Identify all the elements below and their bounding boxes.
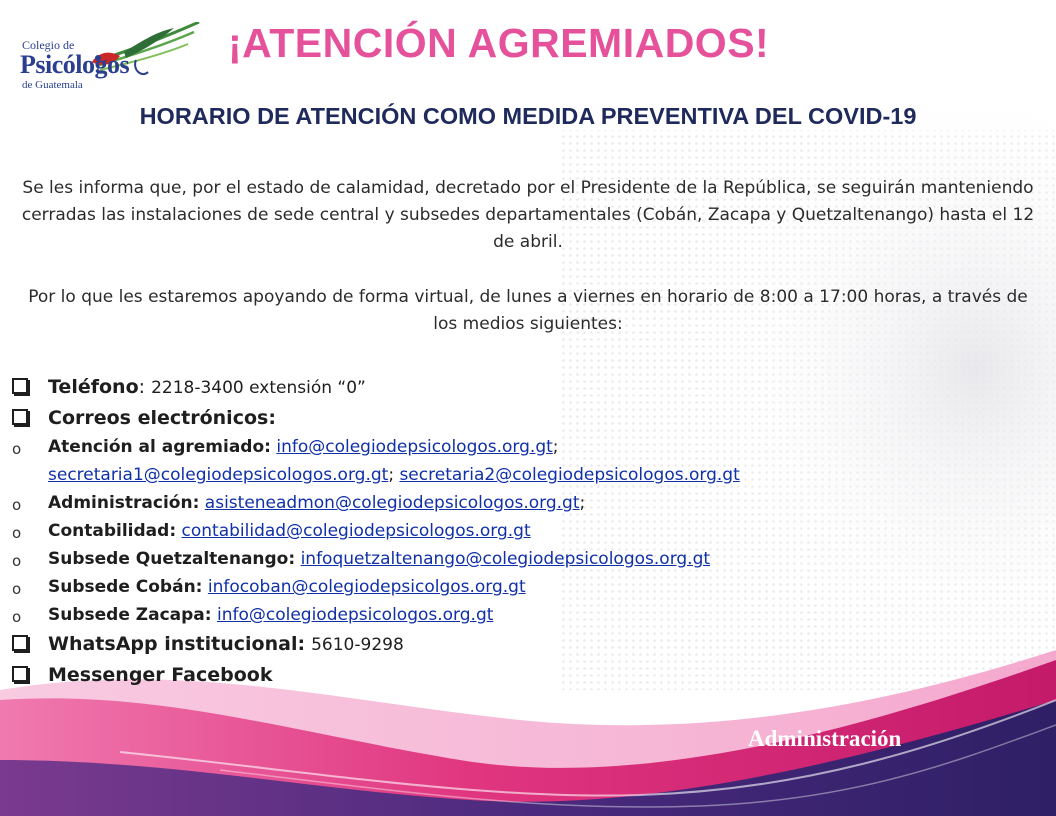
contabilidad-email[interactable]: contabilidad@colegiodepsicologos.org.gt (181, 521, 531, 541)
contact-phone: Teléfono: 2218-3400 extensión “0” (12, 372, 1042, 403)
contact-emails-heading (12, 403, 1042, 433)
circle-bullet-icon: o (12, 440, 22, 458)
contact-administracion: o Administración: asisteneadmon@colegiodepsicologos.org.gt; (12, 489, 1042, 517)
page-subtitle: HORARIO DE ATENCIÓN COMO MEDIDA PREVENTIVA DEL COVID-19 (139, 103, 917, 129)
logo-text-line3: de Guatemala (22, 79, 83, 91)
circle-bullet-icon: o (12, 608, 22, 626)
page-title: ¡ATENCIÓN AGREMIADOS! (228, 20, 770, 66)
zacapa-email[interactable]: info@colegiodepsicologos.org.gt (216, 605, 494, 625)
checkbox-bullet-icon (12, 635, 28, 651)
circle-bullet-icon: o (12, 496, 22, 514)
agremiado-email-2[interactable]: secretaria1@colegiodepsicologos.org.gt (48, 465, 389, 485)
agremiado-email-3[interactable]: secretaria2@colegiodepsicologos.org.gt (399, 465, 740, 485)
coban-label: Subsede Cobán: (48, 577, 203, 597)
contabilidad-label: Contabilidad: (48, 521, 177, 541)
contact-coban (12, 573, 1042, 601)
agremiado-email-1[interactable]: info@colegiodepsicologos.org.gt (276, 437, 553, 457)
whatsapp-value: 5610-9298 (311, 635, 404, 655)
contact-zacapa (12, 601, 1042, 629)
college-logo (14, 22, 204, 92)
contact-agremiado: o Atención al agremiado: info@colegiodepsicologos.org.gt; secretaria1@colegiodepsicologos.org.gt; secretaria2@colegiodepsicologos.org.gt (12, 437, 740, 485)
checkbox-bullet-icon (12, 666, 28, 682)
coban-email[interactable]: infocoban@colegiodepsicolgos.org.gt (207, 577, 526, 597)
checkbox-bullet-icon (12, 378, 28, 394)
signature-administracion: Administración (748, 726, 902, 751)
administracion-email[interactable]: asisteneadmon@colegiodepsicologos.org.gt (204, 493, 580, 513)
logo-text-line1: Colegio de (22, 38, 75, 52)
intro-paragraph: Se les informa que, por el estado de calamidad, decretado por el Presidente de la República, se seguirán manteniendo cerradas las instalaciones de sede central y subsedes departamentales (Cobán, Zacapa y Quetzaltenango) hasta el 12 de abril. (21, 178, 1035, 252)
contact-quetzaltenango (12, 545, 1042, 573)
contact-list (12, 372, 1042, 690)
circle-bullet-icon: o (12, 524, 22, 542)
checkbox-bullet-icon (12, 409, 28, 425)
agremiado-label: Atención al agremiado: (48, 437, 271, 457)
circle-bullet-icon: o (12, 580, 22, 598)
contact-whatsapp (12, 629, 1042, 660)
circle-bullet-icon: o (12, 552, 22, 570)
quetzaltenango-label: Subsede Quetzaltenango: (48, 549, 296, 569)
emails-label: Correos electrónicos: (48, 407, 276, 429)
zacapa-label: Subsede Zacapa: (48, 605, 212, 625)
messenger-label: Messenger Facebook (48, 664, 273, 686)
whatsapp-label: WhatsApp institucional: (48, 633, 306, 655)
administracion-label: Administración: (48, 493, 200, 513)
phone-value: 2218-3400 extensión “0” (151, 378, 366, 398)
logo-text-line2: Psicólogos (20, 50, 130, 79)
schedule-paragraph: Por lo que les estaremos apoyando de forma virtual, de lunes a viernes en horario de 8:00 a 17:00 horas, a través de los medios siguientes: (28, 287, 1028, 334)
contact-messenger (12, 660, 1042, 690)
phone-label: Teléfono (48, 376, 139, 398)
contact-contabilidad (12, 517, 1042, 545)
quetzaltenango-email[interactable]: infoquetzaltenango@colegiodepsicologos.org.gt (300, 549, 711, 569)
